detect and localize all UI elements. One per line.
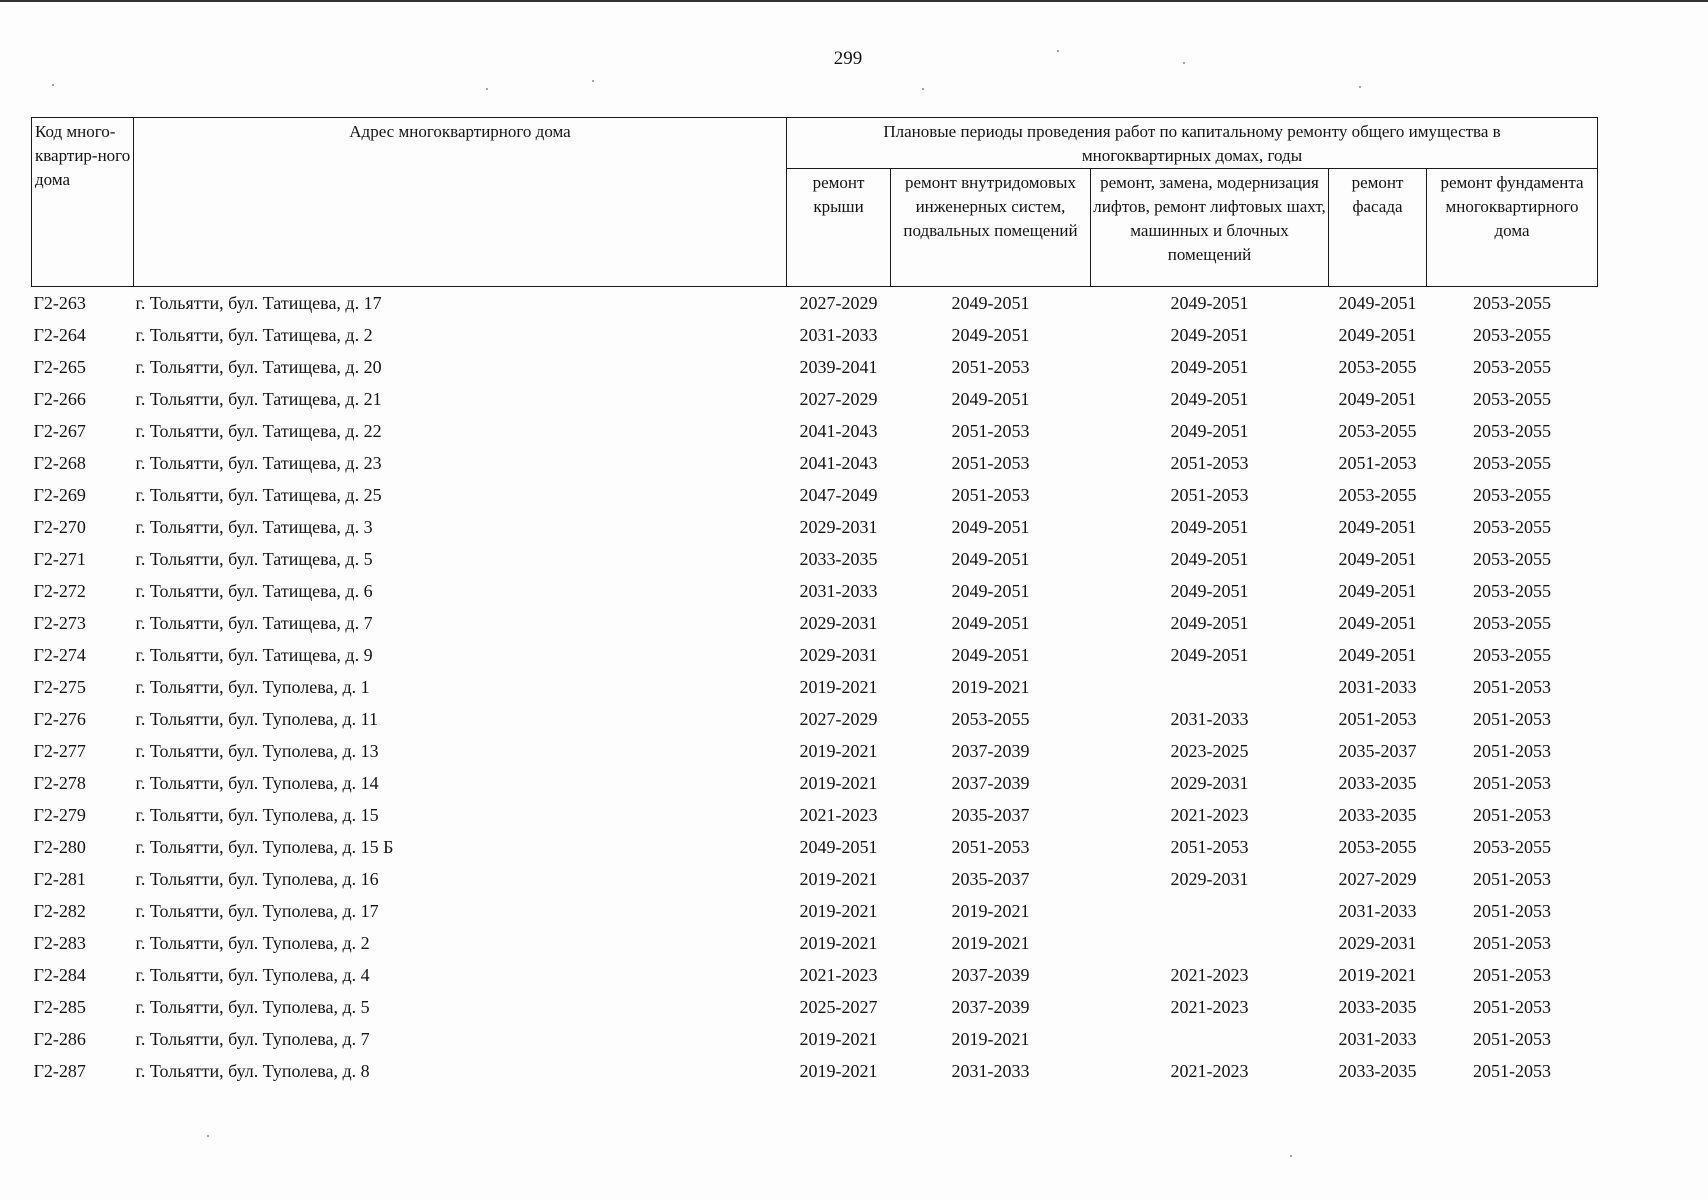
cell-facade: 2033-2035 [1338, 1061, 1417, 1081]
cell-facade: 2031-2033 [1338, 901, 1417, 921]
cell-facade: 2049-2051 [1338, 325, 1417, 345]
table-row [32, 1055, 1598, 1087]
scan-speck [922, 88, 924, 90]
cell-foundation: 2053-2055 [1473, 549, 1551, 569]
cell-address: г. Тольятти, бул. Туполева, д. 8 [135, 1061, 370, 1081]
cell-roof: 2031-2033 [799, 581, 878, 601]
scan-speck [1057, 50, 1059, 52]
cell-facade: 2049-2051 [1338, 613, 1417, 633]
cell-address: г. Тольятти, бул. Туполева, д. 15 [135, 805, 379, 825]
cell-engineering: 2035-2037 [951, 869, 1030, 889]
cell-engineering: 2049-2051 [951, 293, 1030, 313]
cell-foundation: 2053-2055 [1473, 421, 1551, 441]
scan-speck [207, 1135, 209, 1137]
cell-facade: 2049-2051 [1338, 517, 1417, 537]
table-row [32, 479, 1598, 511]
cell-elevators: 2031-2033 [1170, 709, 1249, 729]
cell-engineering: 2049-2051 [951, 645, 1030, 665]
table-row [32, 991, 1598, 1023]
cell-foundation: 2051-2053 [1473, 901, 1551, 921]
cell-roof: 2029-2031 [799, 613, 878, 633]
cell-facade: 2051-2053 [1338, 453, 1417, 473]
cell-foundation: 2051-2053 [1473, 805, 1551, 825]
table-row [32, 671, 1598, 703]
cell-code: Г2-276 [33, 709, 86, 729]
cell-address: г. Тольятти, бул. Татищева, д. 25 [135, 485, 382, 505]
table-row [32, 863, 1598, 895]
cell-code: Г2-266 [33, 389, 86, 409]
cell-address: г. Тольятти, бул. Туполева, д. 14 [135, 773, 379, 793]
cell-foundation: 2053-2055 [1473, 357, 1551, 377]
cell-code: Г2-283 [33, 933, 86, 953]
cell-address: г. Тольятти, бул. Туполева, д. 16 [135, 869, 379, 889]
cell-engineering: 2049-2051 [951, 325, 1030, 345]
cell-foundation: 2053-2055 [1473, 613, 1551, 633]
header-foundation: ремонт фундамента многоквартирного дома [1427, 169, 1598, 287]
cell-engineering: 2049-2051 [951, 581, 1030, 601]
cell-address: г. Тольятти, бул. Татищева, д. 6 [135, 581, 373, 601]
cell-facade: 2019-2021 [1338, 965, 1417, 985]
cell-engineering: 2035-2037 [951, 805, 1030, 825]
cell-roof: 2019-2021 [799, 677, 878, 697]
cell-foundation: 2051-2053 [1473, 741, 1551, 761]
scan-speck [52, 84, 54, 86]
cell-roof: 2049-2051 [799, 837, 878, 857]
cell-facade: 2053-2055 [1338, 421, 1417, 441]
cell-code: Г2-278 [33, 773, 86, 793]
cell-address: г. Тольятти, бул. Татищева, д. 17 [135, 293, 382, 313]
table-row [32, 735, 1598, 767]
table-row [32, 447, 1598, 479]
cell-facade: 2027-2029 [1338, 869, 1417, 889]
cell-engineering: 2051-2053 [951, 357, 1030, 377]
cell-roof: 2019-2021 [799, 869, 878, 889]
header-address: Адрес многоквартирного дома [134, 118, 787, 287]
table-row [32, 895, 1598, 927]
cell-facade: 2049-2051 [1338, 581, 1417, 601]
cell-facade: 2029-2031 [1338, 933, 1417, 953]
cell-engineering: 2051-2053 [951, 453, 1030, 473]
cell-engineering: 2019-2021 [951, 1029, 1030, 1049]
cell-elevators [1091, 895, 1329, 927]
cell-facade: 2049-2051 [1338, 549, 1417, 569]
cell-elevators: 2049-2051 [1170, 325, 1249, 345]
cell-facade: 2053-2055 [1338, 485, 1417, 505]
cell-elevators: 2021-2023 [1170, 997, 1249, 1017]
cell-code: Г2-263 [33, 293, 86, 313]
cell-code: Г2-284 [33, 965, 86, 985]
cell-elevators [1091, 671, 1329, 703]
cell-code: Г2-279 [33, 805, 86, 825]
header-code: Код много-квартир-ного дома [32, 118, 134, 287]
cell-address: г. Тольятти, бул. Татищева, д. 7 [135, 613, 373, 633]
table-row [32, 831, 1598, 863]
scan-speck [592, 80, 594, 82]
cell-address: г. Тольятти, бул. Татищева, д. 2 [135, 325, 373, 345]
cell-code: Г2-269 [33, 485, 86, 505]
cell-facade: 2053-2055 [1338, 837, 1417, 857]
cell-engineering: 2051-2053 [951, 837, 1030, 857]
cell-foundation: 2053-2055 [1473, 581, 1551, 601]
cell-roof: 2027-2029 [799, 389, 878, 409]
cell-facade: 2049-2051 [1338, 389, 1417, 409]
cell-elevators: 2029-2031 [1170, 869, 1249, 889]
table-row [32, 639, 1598, 671]
cell-foundation: 2051-2053 [1473, 677, 1551, 697]
cell-address: г. Тольятти, бул. Туполева, д. 11 [135, 709, 378, 729]
cell-address: г. Тольятти, бул. Татищева, д. 5 [135, 549, 373, 569]
cell-facade: 2035-2037 [1338, 741, 1417, 761]
table-row [32, 319, 1598, 351]
table-row [32, 799, 1598, 831]
cell-elevators: 2021-2023 [1170, 1061, 1249, 1081]
cell-roof: 2033-2035 [799, 549, 878, 569]
scan-speck [1359, 86, 1361, 88]
header-roof: ремонт крыши [787, 169, 891, 287]
page-number: 299 [833, 48, 863, 69]
cell-elevators: 2051-2053 [1170, 453, 1249, 473]
cell-code: Г2-273 [33, 613, 86, 633]
scan-speck [486, 88, 488, 90]
table-row [32, 415, 1598, 447]
cell-foundation: 2051-2053 [1473, 933, 1551, 953]
cell-engineering: 2049-2051 [951, 389, 1030, 409]
cell-address: г. Тольятти, бул. Татищева, д. 3 [135, 517, 373, 537]
cell-address: г. Тольятти, бул. Туполева, д. 4 [135, 965, 370, 985]
cell-address: г. Тольятти, бул. Татищева, д. 23 [135, 453, 382, 473]
cell-elevators: 2023-2025 [1170, 741, 1249, 761]
cell-roof: 2019-2021 [799, 773, 878, 793]
cell-elevators: 2049-2051 [1170, 581, 1249, 601]
cell-code: Г2-286 [33, 1029, 86, 1049]
cell-address: г. Тольятти, бул. Татищева, д. 20 [135, 357, 382, 377]
header-elevators: ремонт, замена, модернизация лифтов, ремонт лифтовых шахт, машинных и блочных помещений [1091, 169, 1329, 287]
cell-elevators: 2049-2051 [1170, 357, 1249, 377]
cell-elevators: 2049-2051 [1170, 613, 1249, 633]
cell-elevators: 2049-2051 [1170, 389, 1249, 409]
cell-facade: 2033-2035 [1338, 997, 1417, 1017]
cell-facade: 2033-2035 [1338, 773, 1417, 793]
cell-code: Г2-280 [33, 837, 86, 857]
cell-engineering: 2051-2053 [951, 485, 1030, 505]
table-row [32, 927, 1598, 959]
cell-elevators: 2049-2051 [1170, 549, 1249, 569]
cell-roof: 2029-2031 [799, 517, 878, 537]
cell-elevators: 2021-2023 [1170, 805, 1249, 825]
cell-code: Г2-267 [33, 421, 86, 441]
table-row [32, 767, 1598, 799]
cell-elevators [1091, 927, 1329, 959]
cell-address: г. Тольятти, бул. Туполева, д. 13 [135, 741, 379, 761]
header-facade: ремонт фасада [1329, 169, 1427, 287]
cell-engineering: 2049-2051 [951, 613, 1030, 633]
cell-roof: 2021-2023 [799, 965, 878, 985]
cell-elevators: 2049-2051 [1170, 293, 1249, 313]
cell-elevators: 2029-2031 [1170, 773, 1249, 793]
cell-roof: 2021-2023 [799, 805, 878, 825]
cell-foundation: 2051-2053 [1473, 773, 1551, 793]
cell-address: г. Тольятти, бул. Татищева, д. 22 [135, 421, 382, 441]
table-row [32, 511, 1598, 543]
cell-foundation: 2051-2053 [1473, 709, 1551, 729]
cell-address: г. Тольятти, бул. Туполева, д. 1 [135, 677, 370, 697]
cell-roof: 2029-2031 [799, 645, 878, 665]
cell-roof: 2031-2033 [799, 325, 878, 345]
cell-foundation: 2053-2055 [1473, 837, 1551, 857]
scan-speck [1183, 62, 1185, 64]
cell-code: Г2-275 [33, 677, 86, 697]
cell-elevators: 2051-2053 [1170, 485, 1249, 505]
cell-facade: 2049-2051 [1338, 293, 1417, 313]
cell-foundation: 2051-2053 [1473, 997, 1551, 1017]
cell-foundation: 2053-2055 [1473, 645, 1551, 665]
cell-address: г. Тольятти, бул. Туполева, д. 15 Б [135, 837, 394, 857]
cell-code: Г2-270 [33, 517, 86, 537]
cell-elevators: 2049-2051 [1170, 645, 1249, 665]
table-row [32, 543, 1598, 575]
cell-facade: 2031-2033 [1338, 1029, 1417, 1049]
cell-facade: 2051-2053 [1338, 709, 1417, 729]
cell-code: Г2-285 [33, 997, 86, 1017]
cell-code: Г2-268 [33, 453, 86, 473]
cell-code: Г2-277 [33, 741, 86, 761]
cell-code: Г2-274 [33, 645, 86, 665]
cell-roof: 2047-2049 [799, 485, 878, 505]
cell-engineering: 2053-2055 [951, 709, 1030, 729]
cell-engineering: 2037-2039 [951, 741, 1030, 761]
table-row [32, 607, 1598, 639]
cell-facade: 2033-2035 [1338, 805, 1417, 825]
cell-roof: 2041-2043 [799, 421, 878, 441]
cell-roof: 2027-2029 [799, 293, 878, 313]
cell-engineering: 2019-2021 [951, 901, 1030, 921]
cell-facade: 2053-2055 [1338, 357, 1417, 377]
cell-engineering: 2049-2051 [951, 549, 1030, 569]
cell-address: г. Тольятти, бул. Туполева, д. 2 [135, 933, 370, 953]
cell-engineering: 2031-2033 [951, 1061, 1030, 1081]
cell-address: г. Тольятти, бул. Татищева, д. 9 [135, 645, 373, 665]
cell-roof: 2039-2041 [799, 357, 878, 377]
cell-roof: 2019-2021 [799, 1061, 878, 1081]
cell-foundation: 2051-2053 [1473, 869, 1551, 889]
cell-facade: 2031-2033 [1338, 677, 1417, 697]
cell-roof: 2019-2021 [799, 901, 878, 921]
cell-roof: 2041-2043 [799, 453, 878, 473]
cell-engineering: 2019-2021 [951, 933, 1030, 953]
cell-roof: 2027-2029 [799, 709, 878, 729]
table-row [32, 1023, 1598, 1055]
cell-engineering: 2051-2053 [951, 421, 1030, 441]
cell-address: г. Тольятти, бул. Туполева, д. 7 [135, 1029, 370, 1049]
table-row [32, 575, 1598, 607]
cell-engineering: 2049-2051 [951, 517, 1030, 537]
cell-facade: 2049-2051 [1338, 645, 1417, 665]
table-row [32, 351, 1598, 383]
cell-elevators [1091, 1023, 1329, 1055]
cell-address: г. Тольятти, бул. Туполева, д. 5 [135, 997, 370, 1017]
capital-repair-schedule-table [31, 117, 1598, 1087]
cell-code: Г2-282 [33, 901, 86, 921]
scan-speck [1290, 1155, 1292, 1157]
cell-foundation: 2053-2055 [1473, 453, 1551, 473]
cell-address: г. Тольятти, бул. Туполева, д. 17 [135, 901, 379, 921]
table-row [32, 383, 1598, 415]
table-row [32, 959, 1598, 991]
cell-foundation: 2051-2053 [1473, 1029, 1551, 1049]
cell-elevators: 2049-2051 [1170, 517, 1249, 537]
table-row [32, 703, 1598, 735]
cell-code: Г2-287 [33, 1061, 86, 1081]
header-engineering: ремонт внутридомовых инженерных систем, подвальных помещений [891, 169, 1091, 287]
cell-code: Г2-265 [33, 357, 86, 377]
cell-code: Г2-271 [33, 549, 86, 569]
cell-roof: 2025-2027 [799, 997, 878, 1017]
cell-foundation: 2053-2055 [1473, 293, 1551, 313]
cell-code: Г2-281 [33, 869, 86, 889]
table-row [32, 287, 1598, 320]
cell-engineering: 2037-2039 [951, 965, 1030, 985]
table-body [32, 287, 1598, 1088]
cell-engineering: 2037-2039 [951, 773, 1030, 793]
cell-foundation: 2051-2053 [1473, 965, 1551, 985]
header-periods-group: Плановые периоды проведения работ по капитальному ремонту общего имущества в многоквартирных домах, годы [787, 118, 1598, 169]
cell-elevators: 2021-2023 [1170, 965, 1249, 985]
cell-foundation: 2053-2055 [1473, 389, 1551, 409]
cell-elevators: 2051-2053 [1170, 837, 1249, 857]
page-top-edge [0, 0, 1708, 2]
cell-engineering: 2037-2039 [951, 997, 1030, 1017]
cell-code: Г2-264 [33, 325, 86, 345]
cell-foundation: 2053-2055 [1473, 517, 1551, 537]
cell-roof: 2019-2021 [799, 1029, 878, 1049]
cell-foundation: 2053-2055 [1473, 485, 1551, 505]
cell-foundation: 2053-2055 [1473, 325, 1551, 345]
cell-engineering: 2019-2021 [951, 677, 1030, 697]
cell-roof: 2019-2021 [799, 741, 878, 761]
cell-elevators: 2049-2051 [1170, 421, 1249, 441]
cell-roof: 2019-2021 [799, 933, 878, 953]
cell-foundation: 2051-2053 [1473, 1061, 1551, 1081]
cell-code: Г2-272 [33, 581, 86, 601]
cell-address: г. Тольятти, бул. Татищева, д. 21 [135, 389, 382, 409]
